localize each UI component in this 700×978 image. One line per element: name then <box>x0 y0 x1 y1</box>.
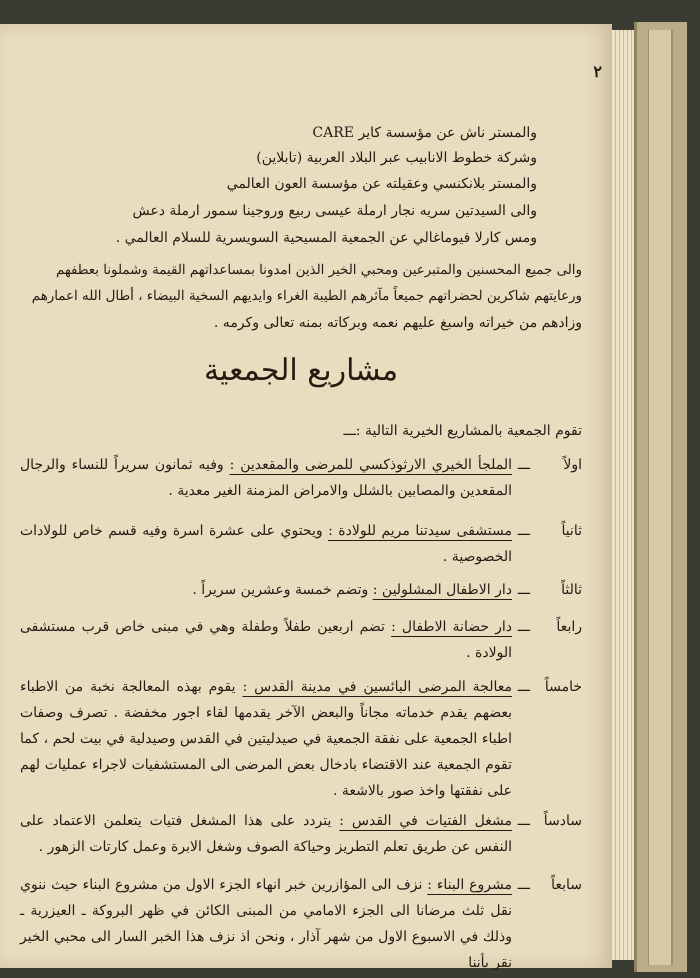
project-description: ويحتوي على عشرة اسرة وفيه قسم خاص للولادات الخصوصية . <box>20 523 512 565</box>
project-description: يقوم بهذه المعالجة نخبة من الاطباء بعضهم يقدم خدماته مجاناً والبعض الآخر يقدمها لقاء اجور مخفضة . تصرف وصفات اطباء الجمعية على نفقة الجمعية في صيدليتين في القدس وصيدلية في بيت لحم ، كما تقوم الجمعية عند الاقتضاء بادخال بعض المرضى الى المستشفيات لاجراء عمليات لهم على نفقتها واخذ صور بالاشعة . <box>20 679 512 799</box>
project-ordinal: سابعاً <box>551 877 582 893</box>
project-dash: ـــ <box>517 582 530 598</box>
project-heading: مشروع البناء : <box>427 877 512 893</box>
intro-line: والمستر ناش عن مؤسسة كاير CARE <box>312 125 537 141</box>
thanks-line: وزادهم من خيراته واسبغ عليهم نعمه وبركاته بمنه تعالى وكرمه . <box>213 315 582 331</box>
thanks-line: ورعايتهم شاكرين لحضراتهم جميعاً مآثرهم الطيبة الغراء وايديهم السخية البيضاء ، أطال الله اعمارهم <box>31 289 582 304</box>
project-dash: ـــ <box>517 523 530 539</box>
project-dash: ـــ <box>517 813 530 829</box>
project-text <box>20 518 512 570</box>
project-dash: ـــ <box>517 457 530 473</box>
intro-line: والى السيدتين سريه نجار ارملة عيسى ربيع وروجينا سمور ارملة دعش <box>132 203 537 219</box>
section-intro: تقوم الجمعية بالمشاريع الخيرية التالية :ـــ <box>343 423 582 439</box>
project-text <box>20 614 512 666</box>
intro-line: والمستر بلانكنسي وعقيلته عن مؤسسة العون العالمي <box>226 176 537 192</box>
page-edges <box>612 30 634 960</box>
project-ordinal: ثالثاً <box>561 582 582 598</box>
project-ordinal: خامساً <box>544 679 582 695</box>
project-text <box>20 577 512 603</box>
project-heading: مشغل الفتيات في القدس : <box>339 813 513 829</box>
project-ordinal: اولاً <box>563 457 582 473</box>
project-description: يتردد على هذا المشغل فتيات يتعلمن الاعتماد على النفس عن طريق تعلم التطريز وحياكة الصوف وشغل الابرة وعمل كارتات الزهور . <box>20 813 512 855</box>
project-text <box>20 808 512 860</box>
project-description: نزف الى المؤازرين خبر انهاء الجزء الاول من مشروع البناء حيث ننوي نقل ثلث مرضانا الى الجزء الامامي من المبنى الكائن في ظهر البروكة ـ العيزرية ـ وذلك في الاسبوع الاول من شهر آذار ، ونحن اذ نزف هذا الخبر السار الى محبي الخير نقر بأننا <box>20 877 512 971</box>
project-dash: ـــ <box>517 619 530 635</box>
project-text <box>20 452 512 504</box>
project-heading: معالجة المرضى البائسين في مدينة القدس : <box>242 679 513 695</box>
project-heading: دار الاطفال المشلولين : <box>372 582 512 598</box>
project-heading: مستشفى سيدتنا مريم للولادة : <box>328 523 512 539</box>
project-ordinal: ثانياً <box>561 523 582 539</box>
project-ordinal: سادساً <box>543 813 582 829</box>
intro-line: ومس كارلا فيوماغالي عن الجمعية المسيحية السويسرية للسلام العالمي . <box>115 230 537 246</box>
project-description: وتضم خمسة وعشرين سريراً . <box>192 582 369 598</box>
project-heading: دار حضانة الاطفال : <box>391 619 513 635</box>
project-heading: الملجأ الخيري الارثوذكسي للمرضى والمقعدين : <box>229 457 513 473</box>
page-number: ٢ <box>593 62 602 81</box>
project-ordinal: رابعاً <box>556 619 582 635</box>
section-title: مشاريع الجمعية <box>203 353 399 388</box>
project-text <box>20 872 512 976</box>
project-description: تضم اربعين طفلاً وطفلة وهي في مبنى خاص قرب مستشفى الولادة . <box>20 619 512 661</box>
project-text <box>20 674 512 804</box>
project-dash: ـــ <box>517 877 530 893</box>
book-cover-edge <box>648 30 673 965</box>
project-dash: ـــ <box>517 679 530 695</box>
intro-line: وشركة خطوط الانابيب عبر البلاد العربية (تابلاين) <box>256 150 537 166</box>
thanks-line: والى جميع المحسنين والمتبرعين ومحبي الخير الذين امدونا بمساعداتهم القيمة وشملونا بعطفهم <box>55 263 582 278</box>
book-page <box>0 24 612 971</box>
project-description: وفيه ثمانون سريراً للنساء والرجال المقعدين والمصابين بالشلل والامراض المزمنة الغير معدية . <box>20 457 512 499</box>
